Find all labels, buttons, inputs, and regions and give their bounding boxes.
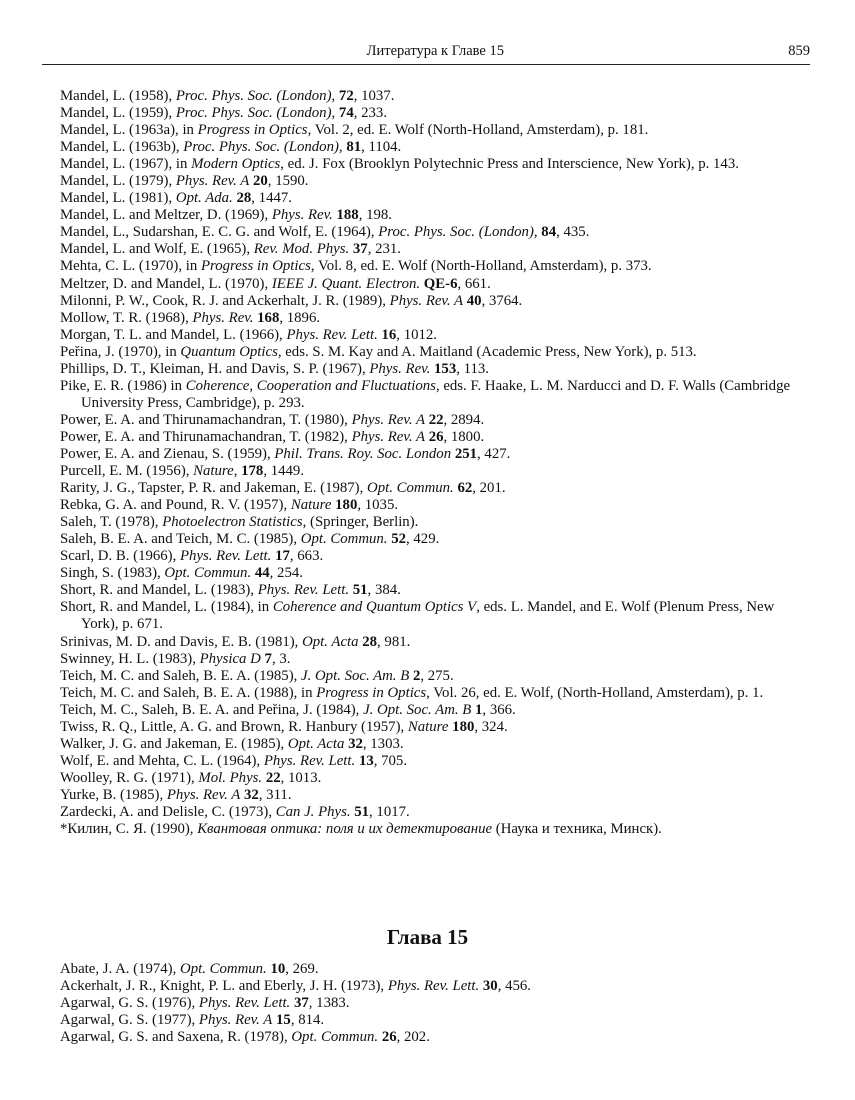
reference-entry bbox=[60, 995, 812, 1012]
reference-text: Teich, M. C., Saleh, B. E. A. and Peřina, J. (1984), bbox=[60, 701, 364, 718]
reference-entry bbox=[60, 770, 812, 787]
reference-text: Phillips, D. T., Kleiman, H. and Davis, S. P. (1967), bbox=[60, 360, 370, 377]
reference-text: Mandel, L. (1963b), bbox=[60, 139, 184, 156]
reference-source: J. Opt. Soc. Am. B bbox=[363, 701, 472, 718]
reference-entry bbox=[60, 531, 812, 548]
reference-source: Opt. Acta bbox=[287, 735, 345, 752]
reference-text: Rebka, G. A. and Pound, R. V. (1957), bbox=[60, 497, 291, 514]
reference-text: Woolley, R. G. (1971), bbox=[60, 769, 199, 786]
reference-text: Singh, S. (1983), bbox=[60, 565, 165, 582]
reference-text: , bbox=[331, 105, 339, 122]
reference-entry bbox=[60, 978, 812, 995]
reference-source: Phys. Rev. Lett. bbox=[263, 752, 356, 769]
reference-volume: 44 bbox=[254, 565, 270, 582]
reference-entry bbox=[60, 258, 812, 275]
reference-text: , 814. bbox=[290, 1012, 325, 1029]
reference-text: Power, E. A. and Zienau, S. (1959), bbox=[60, 445, 275, 462]
reference-entry bbox=[60, 480, 812, 497]
reference-source: IEEE J. Quant. Electron. bbox=[271, 275, 421, 292]
reference-volume: 26 bbox=[381, 1029, 397, 1046]
reference-source: Nature bbox=[290, 497, 332, 514]
reference-source: Phys. Rev. Lett. bbox=[387, 978, 480, 995]
reference-entry bbox=[60, 634, 812, 651]
reference-text: , 269. bbox=[285, 961, 319, 977]
reference-text: Peřina, J. (1970), in bbox=[60, 343, 181, 360]
reference-entry bbox=[60, 685, 812, 702]
reference-text: , 1800. bbox=[443, 428, 485, 445]
reference-text: Power, E. A. and Thirunamachandran, T. (1980), bbox=[60, 411, 352, 428]
reference-source: Phys. Rev. Lett. bbox=[198, 995, 291, 1012]
reference-text: , 1035. bbox=[357, 497, 399, 514]
reference-volume: 180 bbox=[452, 718, 475, 735]
reference-text: Walker, J. G. and Jakeman, E. (1985), bbox=[60, 735, 288, 752]
reference-text: , 456. bbox=[497, 978, 531, 995]
reference-text: Pike, E. R. (1986) in bbox=[60, 377, 186, 394]
reference-text: , 113. bbox=[456, 360, 489, 377]
reference-source: Phys. Rev. Lett. bbox=[286, 326, 378, 343]
reference-volume: 37 bbox=[352, 241, 368, 258]
reference-text: Mandel, L. and Meltzer, D. (1969), bbox=[60, 207, 272, 224]
reference-volume: 178 bbox=[241, 463, 264, 480]
reference-volume: 22 bbox=[265, 769, 281, 786]
reference-text: , 435. bbox=[556, 224, 590, 241]
reference-source: Phys. Rev. A bbox=[389, 292, 464, 309]
reference-text: , 981. bbox=[377, 633, 411, 650]
reference-volume: 84 bbox=[541, 224, 557, 241]
reference-text: Short, R. and Mandel, L. (1984), in bbox=[60, 599, 273, 616]
reference-text: Mandel, L. (1958), bbox=[60, 88, 176, 104]
reference-entry bbox=[60, 582, 812, 599]
reference-entry bbox=[60, 105, 812, 122]
reference-volume: 32 bbox=[243, 786, 259, 803]
reference-list-chapter-15 bbox=[60, 961, 812, 1046]
reference-text: , 1013. bbox=[280, 769, 322, 786]
reference-volume: 7 bbox=[264, 650, 272, 667]
reference-text: , eds. S. M. Kay and A. Maitland (Academic Press, New York), p. 513. bbox=[277, 343, 697, 360]
reference-text: , 202. bbox=[396, 1029, 430, 1046]
reference-text: Milonni, P. W., Cook, R. J. and Ackerhalt, J. R. (1989), bbox=[60, 292, 390, 309]
reference-source: J. Opt. Soc. Am. B bbox=[301, 667, 410, 684]
reference-volume: 51 bbox=[352, 582, 368, 599]
reference-text: (Наука и техника, Минск). bbox=[492, 821, 662, 838]
reference-text: , eds. F. Haake, L. M. Narducci and D. F. Walls (Cambridge University Press, Cambridge), p. 293. bbox=[81, 377, 791, 411]
reference-text: , 1104. bbox=[361, 139, 402, 156]
reference-entry bbox=[60, 310, 812, 327]
reference-text: , bbox=[338, 139, 347, 156]
reference-text: Morgan, T. L. and Mandel, L. (1966), bbox=[60, 326, 287, 343]
reference-text: Short, R. and Mandel, L. (1983), bbox=[60, 582, 258, 599]
reference-text: , 2894. bbox=[443, 411, 485, 428]
reference-source: Proc. Phys. Soc. (London) bbox=[175, 105, 332, 122]
reference-source: Coherence and Quantum Optics V bbox=[272, 599, 477, 616]
reference-text: Mollow, T. R. (1968), bbox=[60, 309, 193, 326]
reference-source: Opt. Commun. bbox=[164, 565, 252, 582]
reference-entry bbox=[60, 787, 812, 804]
reference-text: Purcell, E. M. (1956), bbox=[60, 463, 194, 480]
reference-source: Proc. Phys. Soc. (London) bbox=[183, 139, 339, 156]
reference-text: , 1383. bbox=[308, 995, 350, 1012]
reference-text: Teich, M. C. and Saleh, B. E. A. (1988), in bbox=[60, 684, 317, 701]
reference-volume: 10 bbox=[270, 961, 286, 977]
reference-entry bbox=[60, 548, 812, 565]
reference-entry bbox=[60, 719, 812, 736]
reference-volume: 26 bbox=[428, 428, 444, 445]
reference-text: , 663. bbox=[289, 548, 324, 565]
reference-entry bbox=[60, 565, 812, 582]
reference-source: Opt. Ada. bbox=[175, 190, 233, 207]
reference-text: , 231. bbox=[367, 241, 401, 258]
reference-text: Scarl, D. B. (1966), bbox=[60, 548, 181, 565]
reference-text: Rarity, J. G., Tapster, P. R. and Jakeman, E. (1987), bbox=[60, 480, 368, 497]
reference-source: Can J. Phys. bbox=[275, 803, 351, 820]
reference-volume: 72 bbox=[338, 88, 354, 104]
reference-source: Phys. Rev. bbox=[369, 360, 431, 377]
reference-text: Mandel, L. (1963a), in bbox=[60, 122, 198, 139]
reference-volume: 22 bbox=[428, 411, 444, 428]
reference-text: *Килин, С. Я. (1990), bbox=[60, 821, 198, 838]
reference-text: Mandel, L. (1979), bbox=[60, 173, 176, 190]
reference-entry bbox=[60, 514, 812, 531]
reference-source: Coherence, Cooperation and Fluctuations bbox=[185, 377, 436, 394]
reference-text: , 705. bbox=[373, 752, 408, 769]
reference-entry bbox=[60, 446, 812, 463]
running-title: Литература к Главе 15 bbox=[366, 43, 504, 59]
reference-text: , 661. bbox=[457, 275, 491, 292]
reference-list-previous-chapter bbox=[60, 88, 812, 838]
reference-source: Modern Optics bbox=[191, 156, 281, 173]
reference-text: , 1037. bbox=[353, 88, 395, 104]
reference-volume: 168 bbox=[257, 309, 280, 326]
reference-entry bbox=[60, 821, 812, 838]
reference-text: , 324. bbox=[474, 718, 508, 735]
reference-volume: 37 bbox=[293, 995, 309, 1012]
reference-volume: 17 bbox=[275, 548, 290, 565]
reference-text: , (Springer, Berlin). bbox=[302, 514, 419, 531]
reference-text: Agarwal, G. S. and Saxena, R. (1978), bbox=[60, 1029, 292, 1046]
reference-entry bbox=[60, 1012, 812, 1029]
reference-text: Mandel, L. (1959), bbox=[60, 105, 176, 122]
reference-source: Квантовая оптика: поля и их детектирование bbox=[197, 821, 493, 838]
reference-text: , Vol. 2, ed. E. Wolf (North-Holland, Amsterdam), p. 181. bbox=[307, 122, 649, 139]
reference-entry bbox=[60, 88, 812, 105]
reference-volume: 2 bbox=[412, 667, 421, 684]
reference-entry bbox=[60, 293, 812, 310]
reference-entry bbox=[60, 378, 812, 412]
reference-text: Saleh, T. (1978), bbox=[60, 514, 163, 531]
reference-source: Phys. Rev. A bbox=[175, 173, 250, 190]
reference-entry bbox=[60, 207, 812, 224]
reference-text: Swinney, H. L. (1983), bbox=[60, 650, 200, 667]
reference-text: , 1303. bbox=[362, 735, 404, 752]
reference-text: Mehta, C. L. (1970), in bbox=[60, 258, 201, 275]
reference-text: , Vol. 26, ed. E. Wolf, (North-Holland, Amsterdam), p. 1. bbox=[426, 684, 764, 701]
reference-source: Mol. Phys. bbox=[198, 769, 263, 786]
reference-text: Meltzer, D. and Mandel, L. (1970), bbox=[60, 275, 272, 292]
reference-text: , 429. bbox=[406, 531, 440, 548]
reference-text: Teich, M. C. and Saleh, B. E. A. (1985), bbox=[60, 667, 302, 684]
reference-entry bbox=[60, 344, 812, 361]
reference-entry bbox=[60, 224, 812, 241]
reference-volume: 188 bbox=[336, 207, 359, 224]
running-header bbox=[42, 38, 810, 65]
reference-text: Agarwal, G. S. (1977), bbox=[60, 1012, 199, 1029]
reference-entry bbox=[60, 736, 812, 753]
reference-text: , 275. bbox=[420, 667, 454, 684]
reference-source: Phys. Rev. A bbox=[198, 1012, 273, 1029]
reference-source: Phys. Rev. A bbox=[351, 428, 425, 445]
reference-entry bbox=[60, 753, 812, 770]
reference-entry bbox=[60, 156, 812, 173]
reference-volume: 28 bbox=[236, 190, 252, 207]
reference-text: , bbox=[233, 463, 242, 480]
reference-text: , 254. bbox=[269, 565, 303, 582]
reference-text: , 1590. bbox=[267, 173, 309, 190]
reference-source: Nature bbox=[407, 718, 449, 735]
reference-entry bbox=[60, 429, 812, 446]
reference-text: , 233. bbox=[353, 105, 388, 122]
reference-text: , 198. bbox=[358, 207, 392, 224]
reference-text: Mandel, L., Sudarshan, E. C. G. and Wolf, E. (1964), bbox=[60, 224, 379, 241]
reference-source: Opt. Commun. bbox=[300, 531, 388, 548]
reference-entry bbox=[60, 651, 812, 668]
reference-text: , 1447. bbox=[251, 190, 292, 207]
reference-text: , 201. bbox=[472, 480, 506, 497]
reference-volume: 15 bbox=[276, 1012, 291, 1029]
reference-volume: 51 bbox=[354, 803, 370, 820]
reference-entry bbox=[60, 668, 812, 685]
reference-source: Physica D bbox=[199, 650, 261, 667]
reference-entry bbox=[60, 961, 812, 978]
reference-entry bbox=[60, 241, 812, 258]
reference-source: Photoelectron Statistics bbox=[162, 514, 303, 531]
reference-volume: 52 bbox=[391, 531, 406, 548]
reference-source: Opt. Commun. bbox=[180, 961, 267, 977]
reference-entry bbox=[60, 1029, 812, 1046]
reference-text: , 1896. bbox=[279, 309, 321, 326]
reference-source: Phil. Trans. Roy. Soc. London bbox=[274, 445, 452, 462]
reference-text: , 366. bbox=[482, 701, 516, 718]
reference-source: Phys. Rev. bbox=[271, 207, 333, 224]
reference-volume: 16 bbox=[381, 326, 397, 343]
reference-text: , bbox=[331, 88, 339, 104]
reference-volume: 13 bbox=[358, 752, 374, 769]
reference-text: , 3764. bbox=[481, 292, 523, 309]
page-number: 859 bbox=[788, 43, 810, 59]
reference-text: Ackerhalt, J. R., Knight, P. L. and Eberly, J. H. (1973), bbox=[60, 978, 388, 995]
reference-text: , 1017. bbox=[369, 803, 410, 820]
reference-text: , ed. J. Fox (Brooklyn Polytechnic Press and Interscience, New York), p. 143. bbox=[280, 156, 739, 173]
reference-source: Proc. Phys. Soc. (London) bbox=[378, 224, 534, 241]
reference-text: , bbox=[533, 224, 542, 241]
reference-text: , 384. bbox=[367, 582, 401, 599]
reference-volume: 62 bbox=[457, 480, 473, 497]
reference-text: , 311. bbox=[258, 786, 292, 803]
reference-text: , 3. bbox=[271, 650, 291, 667]
reference-text: Wolf, E. and Mehta, C. L. (1964), bbox=[60, 752, 264, 769]
reference-source: Progress in Optics bbox=[197, 122, 308, 139]
reference-source: Phys. Rev. A bbox=[351, 411, 425, 428]
reference-volume: QE-6 bbox=[423, 275, 458, 292]
reference-entry bbox=[60, 412, 812, 429]
reference-source: Progress in Optics bbox=[316, 684, 427, 701]
reference-volume: 40 bbox=[466, 292, 482, 309]
reference-source: Phys. Rev. bbox=[192, 309, 254, 326]
reference-source: Phys. Rev. Lett. bbox=[180, 548, 272, 565]
reference-text: Srinivas, M. D. and Davis, E. B. (1981), bbox=[60, 633, 303, 650]
reference-volume: 1 bbox=[475, 701, 483, 718]
reference-text: Mandel, L. (1981), bbox=[60, 190, 176, 207]
reference-entry bbox=[60, 497, 812, 514]
reference-source: Opt. Commun. bbox=[367, 480, 454, 497]
reference-source: Nature bbox=[193, 463, 234, 480]
reference-source: Proc. Phys. Soc. (London) bbox=[175, 88, 332, 104]
reference-entry bbox=[60, 139, 812, 156]
reference-entry bbox=[60, 599, 812, 633]
reference-volume: 20 bbox=[253, 173, 268, 190]
reference-source: Rev. Mod. Phys. bbox=[253, 241, 350, 258]
reference-text: Yurke, B. (1985), bbox=[60, 786, 167, 803]
reference-text: , 1012. bbox=[396, 326, 437, 343]
reference-text: , 1449. bbox=[263, 463, 305, 480]
reference-source: Quantum Optics bbox=[180, 343, 278, 360]
reference-source: Opt. Commun. bbox=[291, 1029, 379, 1046]
reference-source: Phys. Rev. Lett. bbox=[257, 582, 350, 599]
reference-source: Phys. Rev. A bbox=[166, 786, 241, 803]
reference-text: , 427. bbox=[477, 445, 511, 462]
reference-volume: 28 bbox=[362, 633, 378, 650]
reference-volume: 180 bbox=[335, 497, 358, 514]
reference-text: Mandel, L. and Wolf, E. (1965), bbox=[60, 241, 254, 258]
reference-entry bbox=[60, 327, 812, 344]
reference-volume: 32 bbox=[348, 735, 363, 752]
reference-entry bbox=[60, 804, 812, 821]
reference-entry bbox=[60, 361, 812, 378]
reference-text: , eds. L. Mandel, and E. Wolf (Plenum Press, New York), p. 671. bbox=[81, 599, 775, 633]
reference-text: Agarwal, G. S. (1976), bbox=[60, 995, 199, 1012]
reference-entry bbox=[60, 702, 812, 719]
reference-volume: 74 bbox=[338, 105, 354, 122]
reference-volume: 30 bbox=[482, 978, 498, 995]
reference-entry bbox=[60, 463, 812, 480]
reference-source: Progress in Optics bbox=[200, 258, 311, 275]
reference-source: Opt. Acta bbox=[302, 633, 359, 650]
chapter-heading: Глава 15 bbox=[386, 925, 469, 949]
reference-volume: 251 bbox=[454, 445, 478, 462]
reference-entry bbox=[60, 122, 812, 139]
reference-entry bbox=[60, 173, 812, 190]
reference-text: Zardecki, A. and Delisle, C. (1973), bbox=[60, 803, 276, 820]
reference-text: Mandel, L. (1967), in bbox=[60, 156, 192, 173]
reference-text: Power, E. A. and Thirunamachandran, T. (1982), bbox=[60, 428, 352, 445]
reference-text: Twiss, R. Q., Little, A. G. and Brown, R. Hanbury (1957), bbox=[60, 718, 408, 735]
reference-volume: 81 bbox=[346, 139, 362, 156]
reference-volume: 153 bbox=[434, 360, 457, 377]
reference-text: , Vol. 8, ed. E. Wolf (North-Holland, Amsterdam), p. 373. bbox=[310, 258, 652, 275]
reference-text: Abate, J. A. (1974), bbox=[60, 961, 181, 977]
reference-entry bbox=[60, 190, 812, 207]
reference-text: Saleh, B. E. A. and Teich, M. C. (1985), bbox=[60, 531, 301, 548]
reference-entry bbox=[60, 276, 812, 293]
